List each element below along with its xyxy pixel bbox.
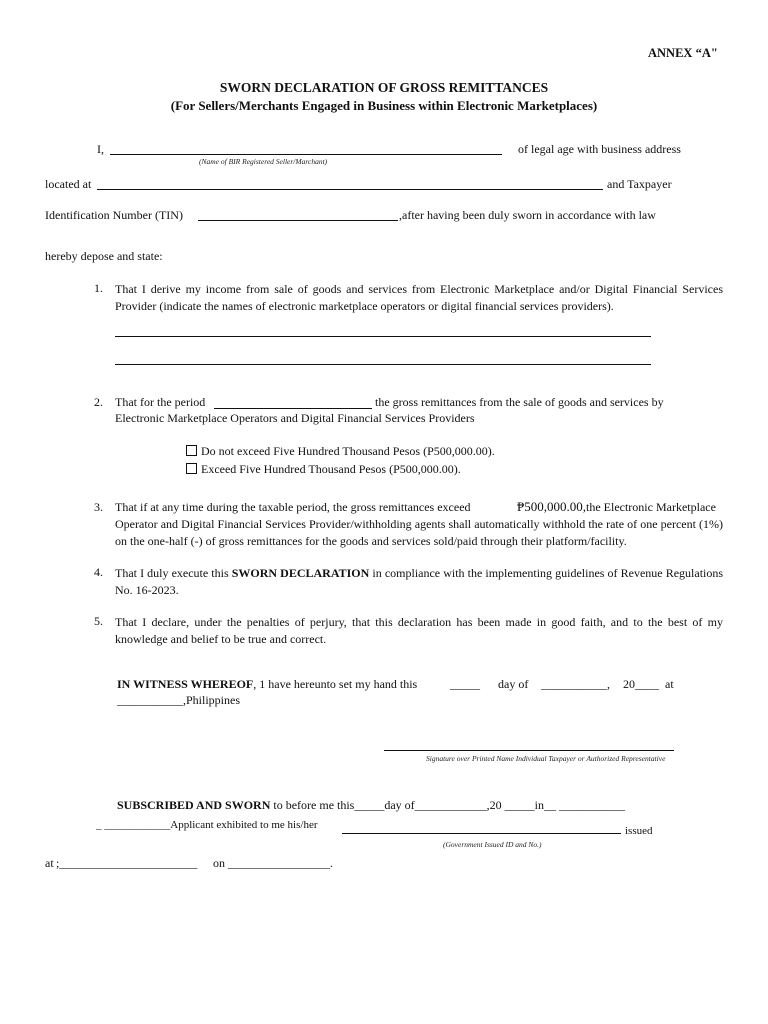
located-at-label: located at (45, 177, 92, 191)
item-number-5: 5. (94, 614, 103, 628)
item-2-text-b: the gross remittances from the sale of goods and services by (375, 395, 664, 409)
item-2-period-label: That for the period (115, 395, 206, 409)
item-3-text-b: the Electronic Marketplace (586, 500, 716, 514)
witness-text: , 1 have hereunto set my hand this (253, 677, 418, 691)
after-sworn-text: ,after having been duly sworn in accordance with law (399, 208, 656, 222)
government-id-field[interactable] (342, 833, 621, 834)
subscribed-bold: SUBSCRIBED AND SWORN (117, 798, 271, 812)
item-4-text-a: That I duly execute this (115, 566, 229, 580)
seller-name-caption: (Name of BIR Registered Seller/Marchant) (199, 157, 328, 166)
threshold-amount: ₱500,000.00, (517, 499, 586, 514)
item-1-text: That I derive my income from sale of goods and services from Electronic Marketplace and/or Digital Financial Services Provider (indicate the names of electronic marketplace operators or digital financial services providers). (115, 282, 723, 313)
checkbox-not-exceed[interactable] (186, 445, 197, 456)
witness-bold: IN WITNESS WHEREOF (117, 677, 254, 691)
item-3-text-c: Operator and Digital Financial Services Provider/withholding agents shall automatically withhold the rate of one percent (1%) on the one-half (-) of gross remittances for the goods and services sold/paid through their platform/facility. (115, 517, 723, 548)
witness-year-field[interactable]: 20____ (623, 677, 659, 691)
on-date-field[interactable]: _________________. (228, 856, 333, 870)
subscribed-line (117, 798, 625, 813)
witness-day-field[interactable]: _____ (450, 677, 480, 691)
business-address-field[interactable] (97, 189, 603, 190)
tin-label: Identification Number (TIN) (45, 208, 183, 222)
witness-month-field[interactable]: ___________, (541, 677, 610, 691)
at-place-field[interactable]: ;_______________________ (56, 856, 198, 870)
item-number-3: 3. (94, 500, 103, 514)
issued-text: issued (625, 825, 653, 837)
government-id-caption: (Government Issued ID and No.) (443, 840, 542, 849)
witness-place-field[interactable]: ___________,Philippines (117, 693, 241, 707)
period-field[interactable] (214, 408, 372, 409)
item-4-text-b: in compliance with the implementing guidelines of Revenue Regulations No. 16-2023. (115, 566, 724, 597)
tin-field[interactable] (198, 220, 398, 221)
document-subtitle: (For Sellers/Merchants Engaged in Business within Electronic Marketplaces) (170, 98, 598, 113)
at-label: at (45, 856, 54, 870)
signature-line[interactable] (384, 750, 674, 751)
option-exceed-label: Exceed Five Hundred Thousand Pesos (P500,000.00). (201, 462, 461, 476)
item-number-2: 2. (94, 395, 103, 409)
item-number-1: 1. (94, 281, 103, 295)
subscribed-line-2 (96, 819, 318, 831)
document-title: SWORN DECLARATION OF GROSS REMITTANCES (219, 80, 549, 95)
applicant-text: Applicant exhibited to me his/her (170, 819, 318, 831)
subscribed-text: to before me this_____day of____________,20 _____in__ ___________ (273, 798, 626, 812)
item-3-text-a: That if at any time during the taxable period, the gross remittances exceed (115, 500, 471, 514)
hereby-depose-text: hereby depose and state: (45, 249, 163, 263)
signature-caption: Signature over Printed Name Individual Taxpayer or Authorized Representative (426, 754, 666, 763)
checkbox-exceed[interactable] (186, 463, 197, 474)
marketplace-names-line-2[interactable] (115, 364, 651, 365)
item-number-4: 4. (94, 565, 103, 579)
legal-age-text: of legal age with business address (518, 142, 681, 156)
item-4-bold: SWORN DECLARATION (231, 566, 370, 580)
on-label: on (213, 856, 225, 870)
option-exceed[interactable] (186, 462, 461, 477)
witness-day-of: day of (498, 677, 529, 691)
marketplace-names-line-1[interactable] (115, 336, 651, 337)
seller-name-field[interactable] (110, 154, 502, 155)
option-not-exceed[interactable] (186, 444, 495, 459)
witness-line (117, 677, 417, 692)
annex-label: ANNEX “A" (648, 46, 718, 60)
item-2-text-c: Electronic Marketplace Operators and Digital Financial Services Providers (115, 411, 475, 425)
option-not-exceed-label: Do not exceed Five Hundred Thousand Pesos (P500,000.00). (201, 444, 495, 458)
and-taxpayer-text: and Taxpayer (607, 177, 672, 191)
applicant-blank[interactable]: _ ____________ (96, 819, 171, 831)
item-4-text (115, 565, 723, 598)
witness-at: at (665, 677, 674, 691)
item-5-text: That I declare, under the penalties of perjury, that this declaration has been made in good faith, and to the best of my knowledge and belief to be true and correct. (115, 615, 723, 646)
i-label: I, (97, 142, 104, 156)
